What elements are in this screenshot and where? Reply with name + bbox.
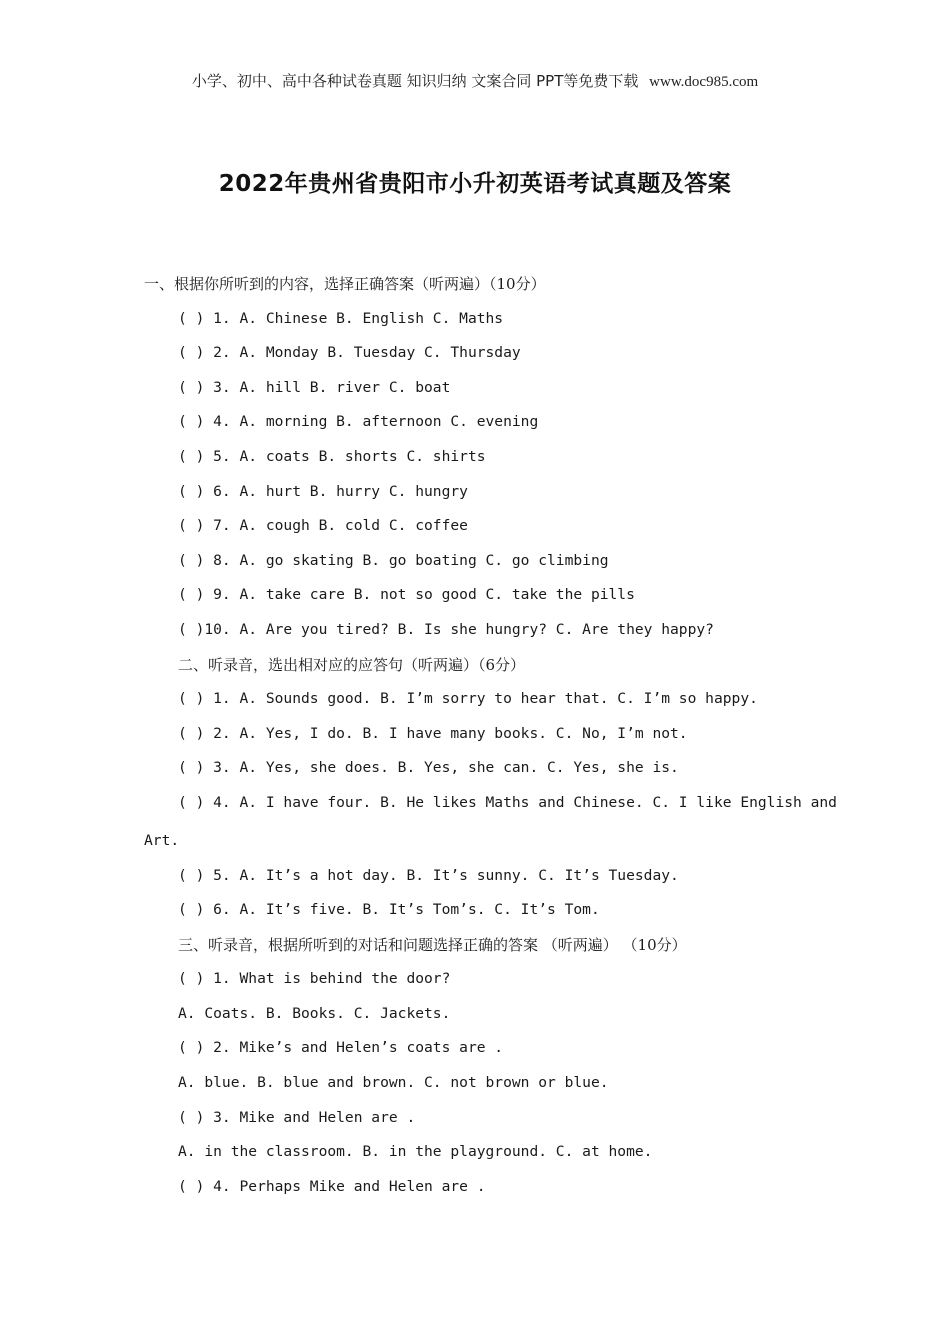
page-title: 2022年贵州省贵阳市小升初英语考试真题及答案	[218, 171, 732, 197]
section2-heading: 二、听录音，选出相对应的应答句（听两遍）（6分）	[178, 655, 526, 674]
section2-item: ( ) 6. A. It’s five. B. It’s Tom’s. C. It’s Tom.	[178, 901, 600, 919]
section1-item: ( ) 3. A. hill B. river C. boat	[178, 378, 451, 396]
section3-item: ( ) 1. What is behind the door?	[178, 970, 451, 988]
section3-item: ( ) 3. Mike and Helen are .	[178, 1108, 416, 1126]
section3-item: ( ) 4. Perhaps Mike and Helen are .	[178, 1177, 486, 1195]
section3-item: ( ) 2. Mike’s and Helen’s coats are .	[178, 1039, 504, 1057]
page-header	[0, 70, 950, 91]
section1-item: ( ) 6. A. hurt B. hurry C. hungry	[178, 482, 468, 500]
section2-item-continuation: Art.	[144, 831, 180, 849]
section1-item: ( ) 4. A. morning B. afternoon C. evening	[178, 413, 539, 431]
section1-item: ( ) 8. A. go skating B. go boating C. go climbing	[178, 551, 609, 569]
section1-item: ( ) 1. A. Chinese B. English C. Maths	[178, 309, 504, 327]
exam-content	[0, 270, 950, 1207]
section1-item: ( )10. A. Are you tired? B. Is she hungry? C. Are they happy?	[178, 620, 714, 638]
section2-item: ( ) 5. A. It’s a hot day. B. It’s sunny. C. It’s Tuesday.	[178, 866, 679, 884]
header-text: 小学、初中、高中各种试卷真题 知识归纳 文案合同 PPT等免费下载	[191, 72, 639, 90]
section2-item: ( ) 1. A. Sounds good. B. I’m sorry to hear that. C. I’m so happy.	[178, 690, 758, 708]
section2-item: ( ) 4. A. I have four. B. He likes Maths and Chinese. C. I like English and	[178, 793, 837, 811]
section1-item: ( ) 2. A. Monday B. Tuesday C. Thursday	[178, 344, 521, 362]
section3-item: A. blue. B. blue and brown. C. not brown or blue.	[178, 1074, 609, 1092]
section2-item: ( ) 2. A. Yes, I do. B. I have many books. C. No, I’m not.	[178, 724, 688, 742]
section1-item: ( ) 9. A. take care B. not so good C. take the pills	[178, 586, 635, 604]
header-url: www.doc985.com	[649, 74, 759, 90]
section1-item: ( ) 5. A. coats B. shorts C. shirts	[178, 447, 486, 465]
section3-heading: 三、听录音，根据所听到的对话和问题选择正确的答案 （听两遍） （10分）	[178, 935, 687, 954]
section2-item: ( ) 3. A. Yes, she does. B. Yes, she can. C. Yes, she is.	[178, 759, 679, 777]
section3-item: A. Coats. B. Books. C. Jackets.	[178, 1004, 451, 1022]
section1-item: ( ) 7. A. cough B. cold C. coffee	[178, 517, 468, 535]
section3-item: A. in the classroom. B. in the playground. C. at home.	[178, 1143, 653, 1161]
section1-heading: 一、根据你所听到的内容，选择正确答案（听两遍）（10分）	[144, 275, 546, 293]
